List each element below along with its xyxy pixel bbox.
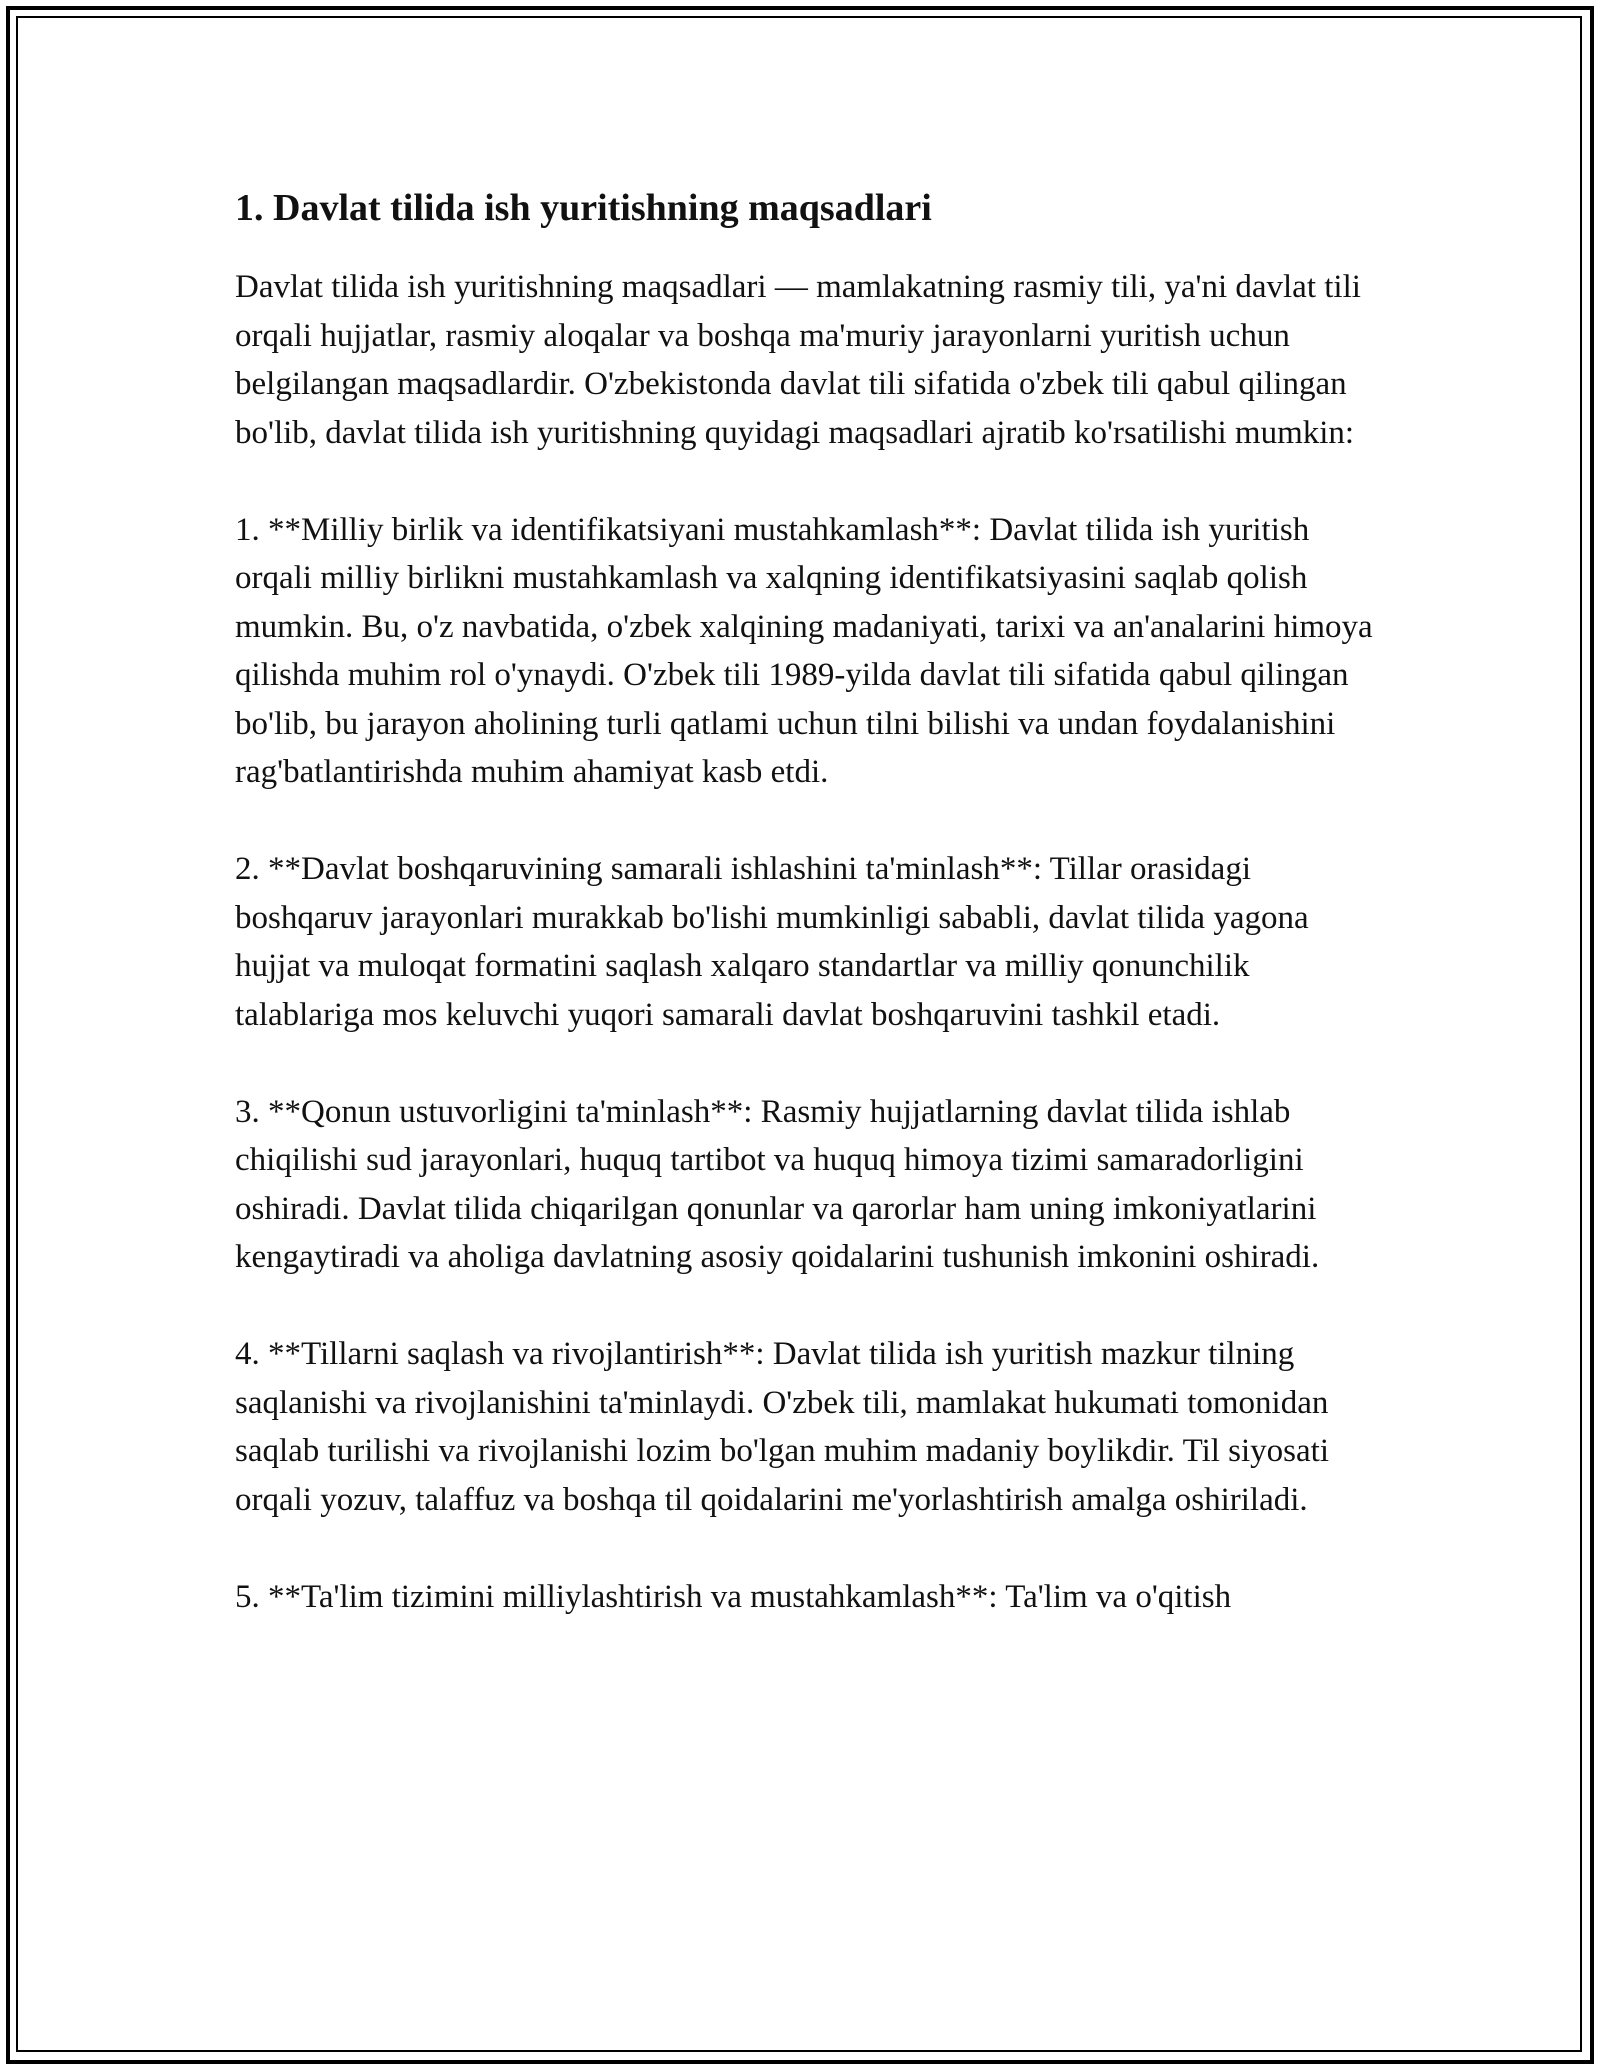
document-page	[235, 184, 1375, 1670]
paragraph-item-1: 1. **Milliy birlik va identifikatsiyani mustahkamlash**: Davlat tilida ish yuritish orqali milliy birlikni mustahkamlash va xalqning identifikatsiyasini saqlab qolish mumkin. Bu, o'z navbatida, o'zbek xalqining madaniyati, tarixi va an'analarini himoya qilishda muhim rol o'ynaydi. O'zbek tili 1989-yilda davlat tili sifatida qabul qilingan bo'lib, bu jarayon aholining turli qatlami uchun tilni bilishi va undan foydalanishini rag'batlantirishda muhim ahamiyat kasb etdi.	[235, 511, 1373, 791]
page-title: 1. Davlat tilida ish yuritishning maqsadlari	[235, 187, 932, 229]
paragraph-item-4: 4. **Tillarni saqlash va rivojlantirish**: Davlat tilida ish yuritish mazkur tilning saqlanishi va rivojlanishini ta'minlaydi. O'zbek tili, mamlakat hukumati tomonidan saqlab turilishi va rivojlanishi lozim bo'lgan muhim madaniy boylikdir. Til siyosati orqali yozuv, talaffuz va boshqa til qoidalarini me'yorlashtirish amalga oshiriladi.	[235, 1336, 1329, 1518]
paragraph-item-5: 5. **Ta'lim tizimini milliylashtirish va mustahkamlash**: Ta'lim va o'qitish	[235, 1578, 1232, 1615]
paragraph-item-3: 3. **Qonun ustuvorligini ta'minlash**: Rasmiy hujjatlarning davlat tilida ishlab chiqilishi sud jarayonlari, huquq tartibot va huquq himoya tizimi samaradorligini oshiradi. Davlat tilida chiqarilgan qonunlar va qarorlar ham uning imkoniyatlarini kengaytiradi va aholiga davlatning asosiy qoidalarini tushunish imkonini oshiradi.	[235, 1093, 1320, 1276]
paragraph-intro: Davlat tilida ish yuritishning maqsadlari — mamlakatning rasmiy tili, ya'ni davlat tili orqali hujjatlar, rasmiy aloqalar va boshqa ma'muriy jarayonlarni yuritish uchun belgilangan maqsadlardir. O'zbekistonda davlat tili sifatida o'zbek tili qabul qilingan bo'lib, davlat tilida ish yuritishning quyidagi maqsadlari ajratib ko'rsatilishi mumkin:	[235, 269, 1361, 451]
paragraph-item-2: 2. **Davlat boshqaruvining samarali ishlashini ta'minlash**: Tillar orasidagi boshqaruv jarayonlari murakkab bo'lishi mumkinligi sababli, davlat tilida yagona hujjat va muloqat formatini saqlash xalqaro standartlar va milliy qonunchilik talablariga mos keluvchi yuqori samarali davlat boshqaruvini tashkil etadi.	[235, 851, 1309, 1033]
